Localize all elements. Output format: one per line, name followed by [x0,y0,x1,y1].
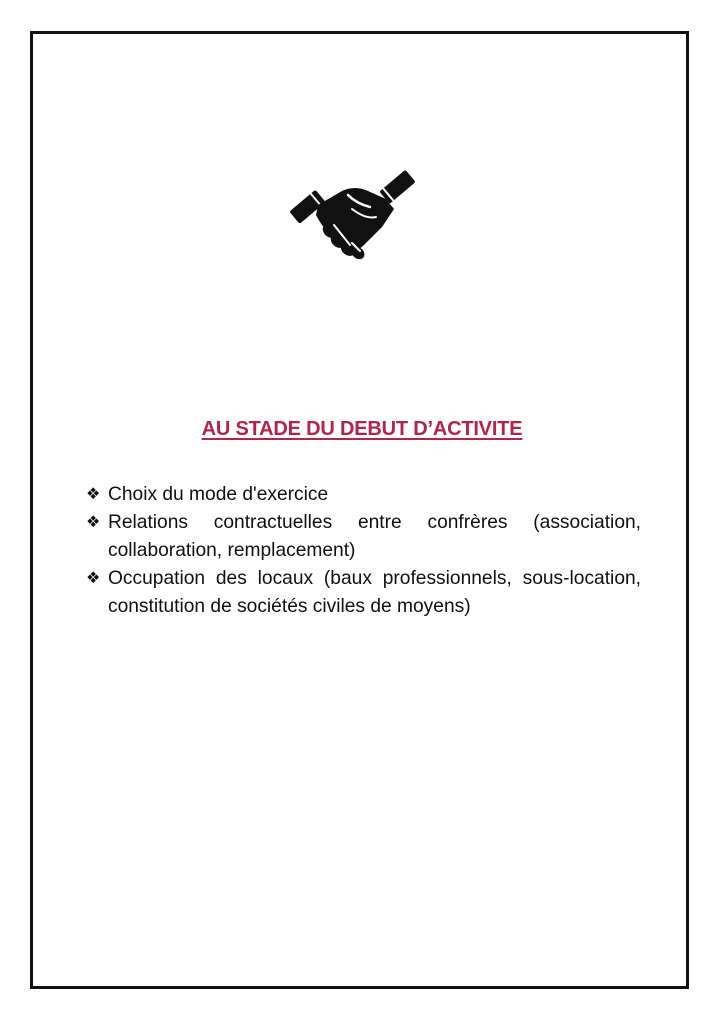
list-item [86,481,641,509]
list-item-text: Occupation des locaux (baux professionnels, sous-location, constitution de sociétés civiles de moyens) [108,568,641,617]
diamond-bullet-icon: ❖ [86,570,101,587]
bullet-list [86,481,641,621]
section-title: AU STADE DU DEBUT D’ACTIVITE [201,418,523,440]
handshake-icon [290,165,418,265]
list-item-text: Relations contractuelles entre confrères (association, collaboration, remplacement) [108,512,641,561]
list-item [86,509,641,565]
diamond-bullet-icon: ❖ [86,486,101,503]
list-item [86,565,641,621]
diamond-bullet-icon: ❖ [86,514,101,531]
list-item-text: Choix du mode d'exercice [108,484,329,505]
